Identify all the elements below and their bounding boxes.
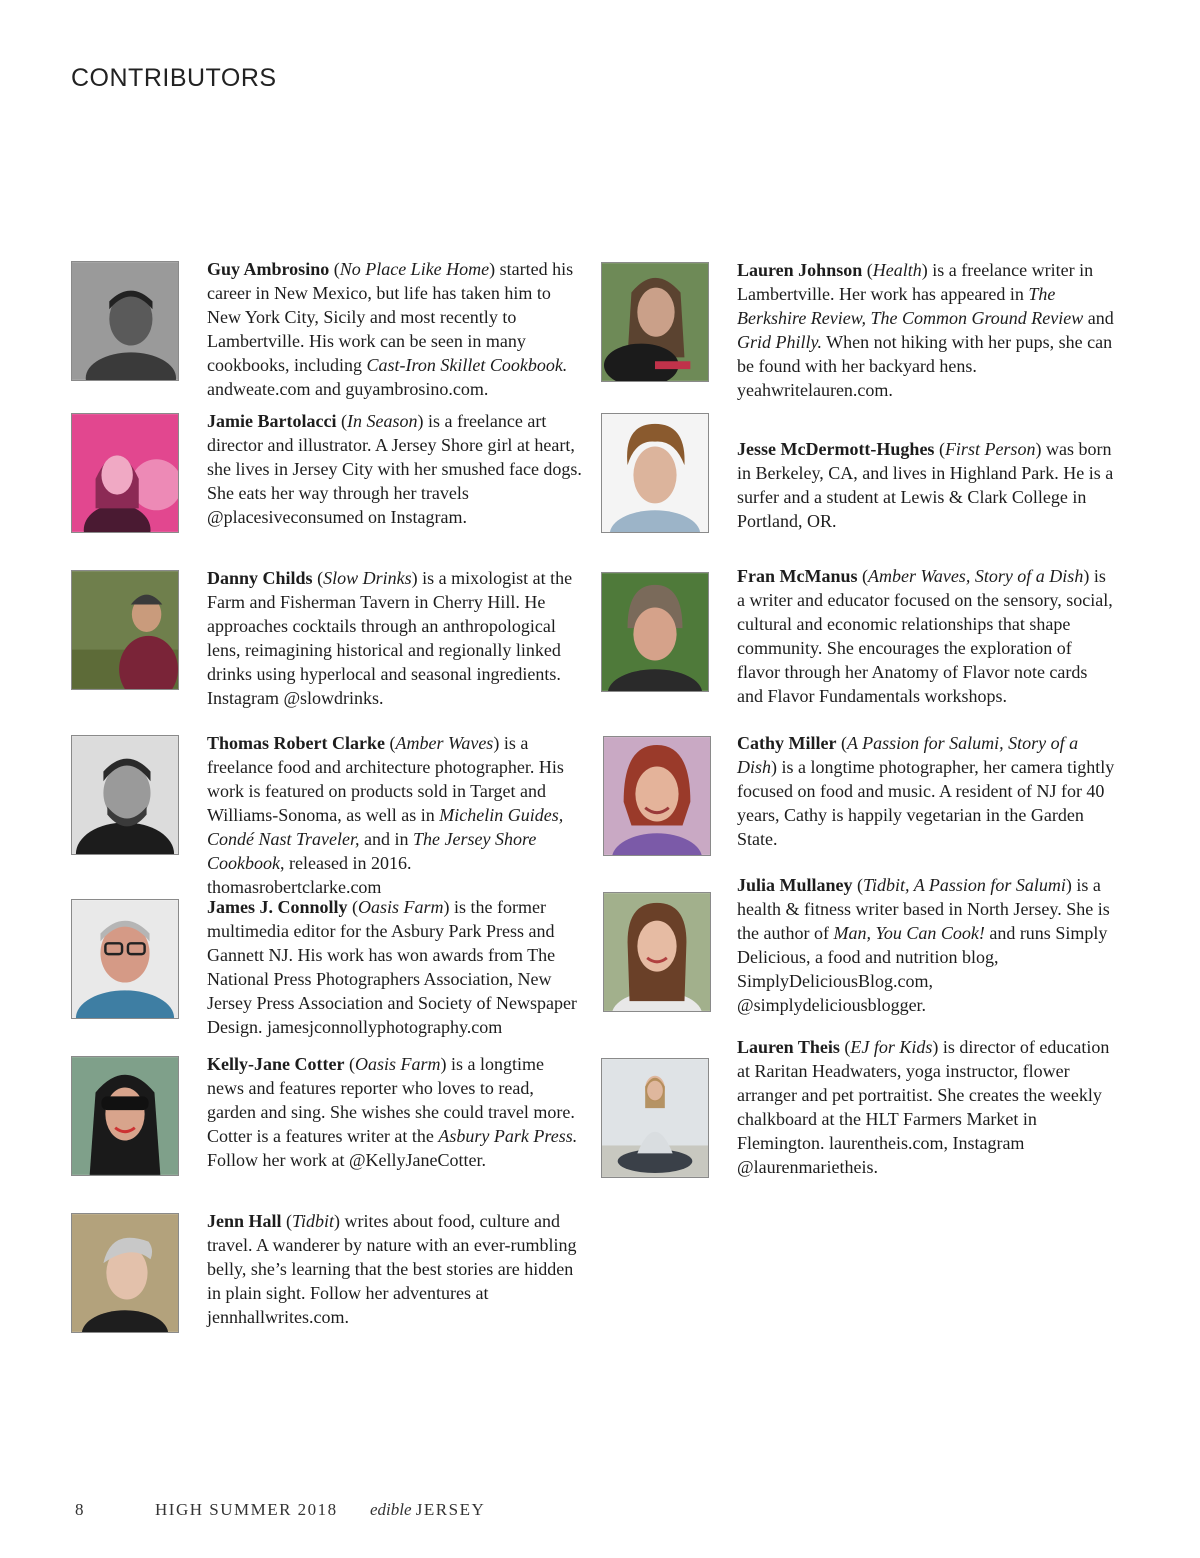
portrait-photo bbox=[602, 263, 708, 381]
portrait-photo bbox=[72, 414, 178, 532]
contributor-bio: Cathy Miller (A Passion for Salumi, Story of a Dish) is a longtime photographer, her camera tightly focused on food and music. A resident of NJ for 40 years, Cathy is happily vegetarian in the Garden State. bbox=[737, 733, 1115, 849]
contributor-photo bbox=[71, 735, 179, 855]
contributor-photo bbox=[603, 736, 711, 856]
page-title: CONTRIBUTORS bbox=[71, 64, 277, 92]
contributor-photo bbox=[71, 1056, 179, 1176]
portrait-photo bbox=[602, 573, 708, 691]
contributor-photo bbox=[71, 570, 179, 690]
contributor-bio: Guy Ambrosino (No Place Like Home) started his career in New Mexico, but life has taken him to New York City, Sicily and most recently to Lambertville. His work can be seen in many cookbooks, including Cast-Iron Skillet Cookbook. andweate.com and guyambrosino.com. bbox=[207, 259, 574, 399]
contributor-photo bbox=[601, 262, 709, 382]
contributor-photo bbox=[71, 1213, 179, 1333]
contributor-bio: James J. Connolly (Oasis Farm) is the former multimedia editor for the Asbury Park Press and Gannett NJ. His work has won awards from The National Press Photographers Association, New Jersey Press Association and Society of Newspaper Design. jamesjconnollyphotography.com bbox=[207, 897, 577, 1037]
contributor-photo bbox=[601, 1058, 709, 1178]
portrait-photo bbox=[72, 1057, 178, 1175]
portrait-photo bbox=[72, 1214, 178, 1332]
page-number: 8 bbox=[75, 1500, 84, 1519]
portrait-photo bbox=[72, 571, 178, 689]
contributor-bio: Jenn Hall (Tidbit) writes about food, culture and travel. A wanderer by nature with an ever-rumbling belly, she’s learning that the best stories are hidden in plain sight. Follow her adventures at jennhallwrites.com. bbox=[207, 1211, 577, 1327]
contributor-bio: Jamie Bartolacci (In Season) is a freelance art director and illustrator. A Jersey Shore girl at heart, she lives in Jersey City with her smushed face dogs. She eats her way through her travels @placesiveconsumed on Instagram. bbox=[207, 411, 582, 527]
contributor-photo bbox=[71, 899, 179, 1019]
portrait-photo bbox=[604, 737, 710, 855]
contributor-bio: Julia Mullaney (Tidbit, A Passion for Salumi) is a health & fitness writer based in North Jersey. She is the author of Man, You Can Cook! and runs Simply Delicious, a food and nutrition blog, SimplyDeliciousBlog.com, @simplydeliciousblogger. bbox=[737, 875, 1110, 1015]
portrait-photo bbox=[602, 1059, 708, 1177]
contributor-bio: Jesse McDermott-Hughes (First Person) was born in Berkeley, CA, and lives in Highland Park. He is a surfer and a student at Lewis & Clark College in Portland, OR. bbox=[737, 439, 1114, 531]
contributor-photo bbox=[71, 261, 179, 381]
portrait-photo bbox=[72, 900, 178, 1018]
contributor-photo bbox=[71, 413, 179, 533]
contributor-photo bbox=[601, 572, 709, 692]
portrait-photo bbox=[72, 736, 178, 854]
contributor-bio: Lauren Johnson (Health) is a freelance writer in Lambertville. Her work has appeared in The Berkshire Review, The Common Ground Review and Grid Philly. When not hiking with her pups, she can be found with her backyard hens. yeahwritelauren.com. bbox=[737, 260, 1114, 400]
publication-name: edible JERSEY bbox=[370, 1500, 486, 1519]
portrait-photo bbox=[72, 262, 178, 380]
contributor-bio: Lauren Theis (EJ for Kids) is director of education at Raritan Headwaters, yoga instructor, flower arranger and pet portraitist. She creates the weekly chalkboard at the HLT Farmers Market in Flemington. laurentheis.com, Instagram @laurenmarietheis. bbox=[737, 1037, 1110, 1177]
contributor-bio: Kelly-Jane Cotter (Oasis Farm) is a longtime news and features reporter who loves to read, garden and sing. She wishes she could travel more. Cotter is a features writer at the Asbury Park Press. Follow her work at @KellyJaneCotter. bbox=[207, 1054, 578, 1170]
page-footer bbox=[0, 1500, 1200, 1530]
issue-label: HIGH SUMMER 2018 bbox=[155, 1500, 338, 1519]
portrait-photo bbox=[602, 414, 708, 532]
contributor-bio: Fran McManus (Amber Waves, Story of a Dish) is a writer and educator focused on the sensory, social, cultural and economic relationships that shape community. She encourages the exploration of flavor through her Anatomy of Flavor note cards and Flavor Fundamentals workshops. bbox=[737, 566, 1113, 706]
contributor-photo bbox=[601, 413, 709, 533]
contributor-photo bbox=[603, 892, 711, 1012]
portrait-photo bbox=[604, 893, 710, 1011]
contributor-bio: Danny Childs (Slow Drinks) is a mixologist at the Farm and Fisherman Tavern in Cherry Hill. He approaches cocktails through an anthropological lens, reimagining historical and regionally linked drinks using hyperlocal and seasonal ingredients. Instagram @slowdrinks. bbox=[207, 568, 573, 708]
contributor-bio: Thomas Robert Clarke (Amber Waves) is a freelance food and architecture photographer. His work is featured on products sold in Target and Williams-Sonoma, as well as in Michelin Guides, Condé Nast Traveler, and in The Jersey Shore Cookbook, released in 2016. thomasrobertclarke.com bbox=[207, 733, 564, 897]
